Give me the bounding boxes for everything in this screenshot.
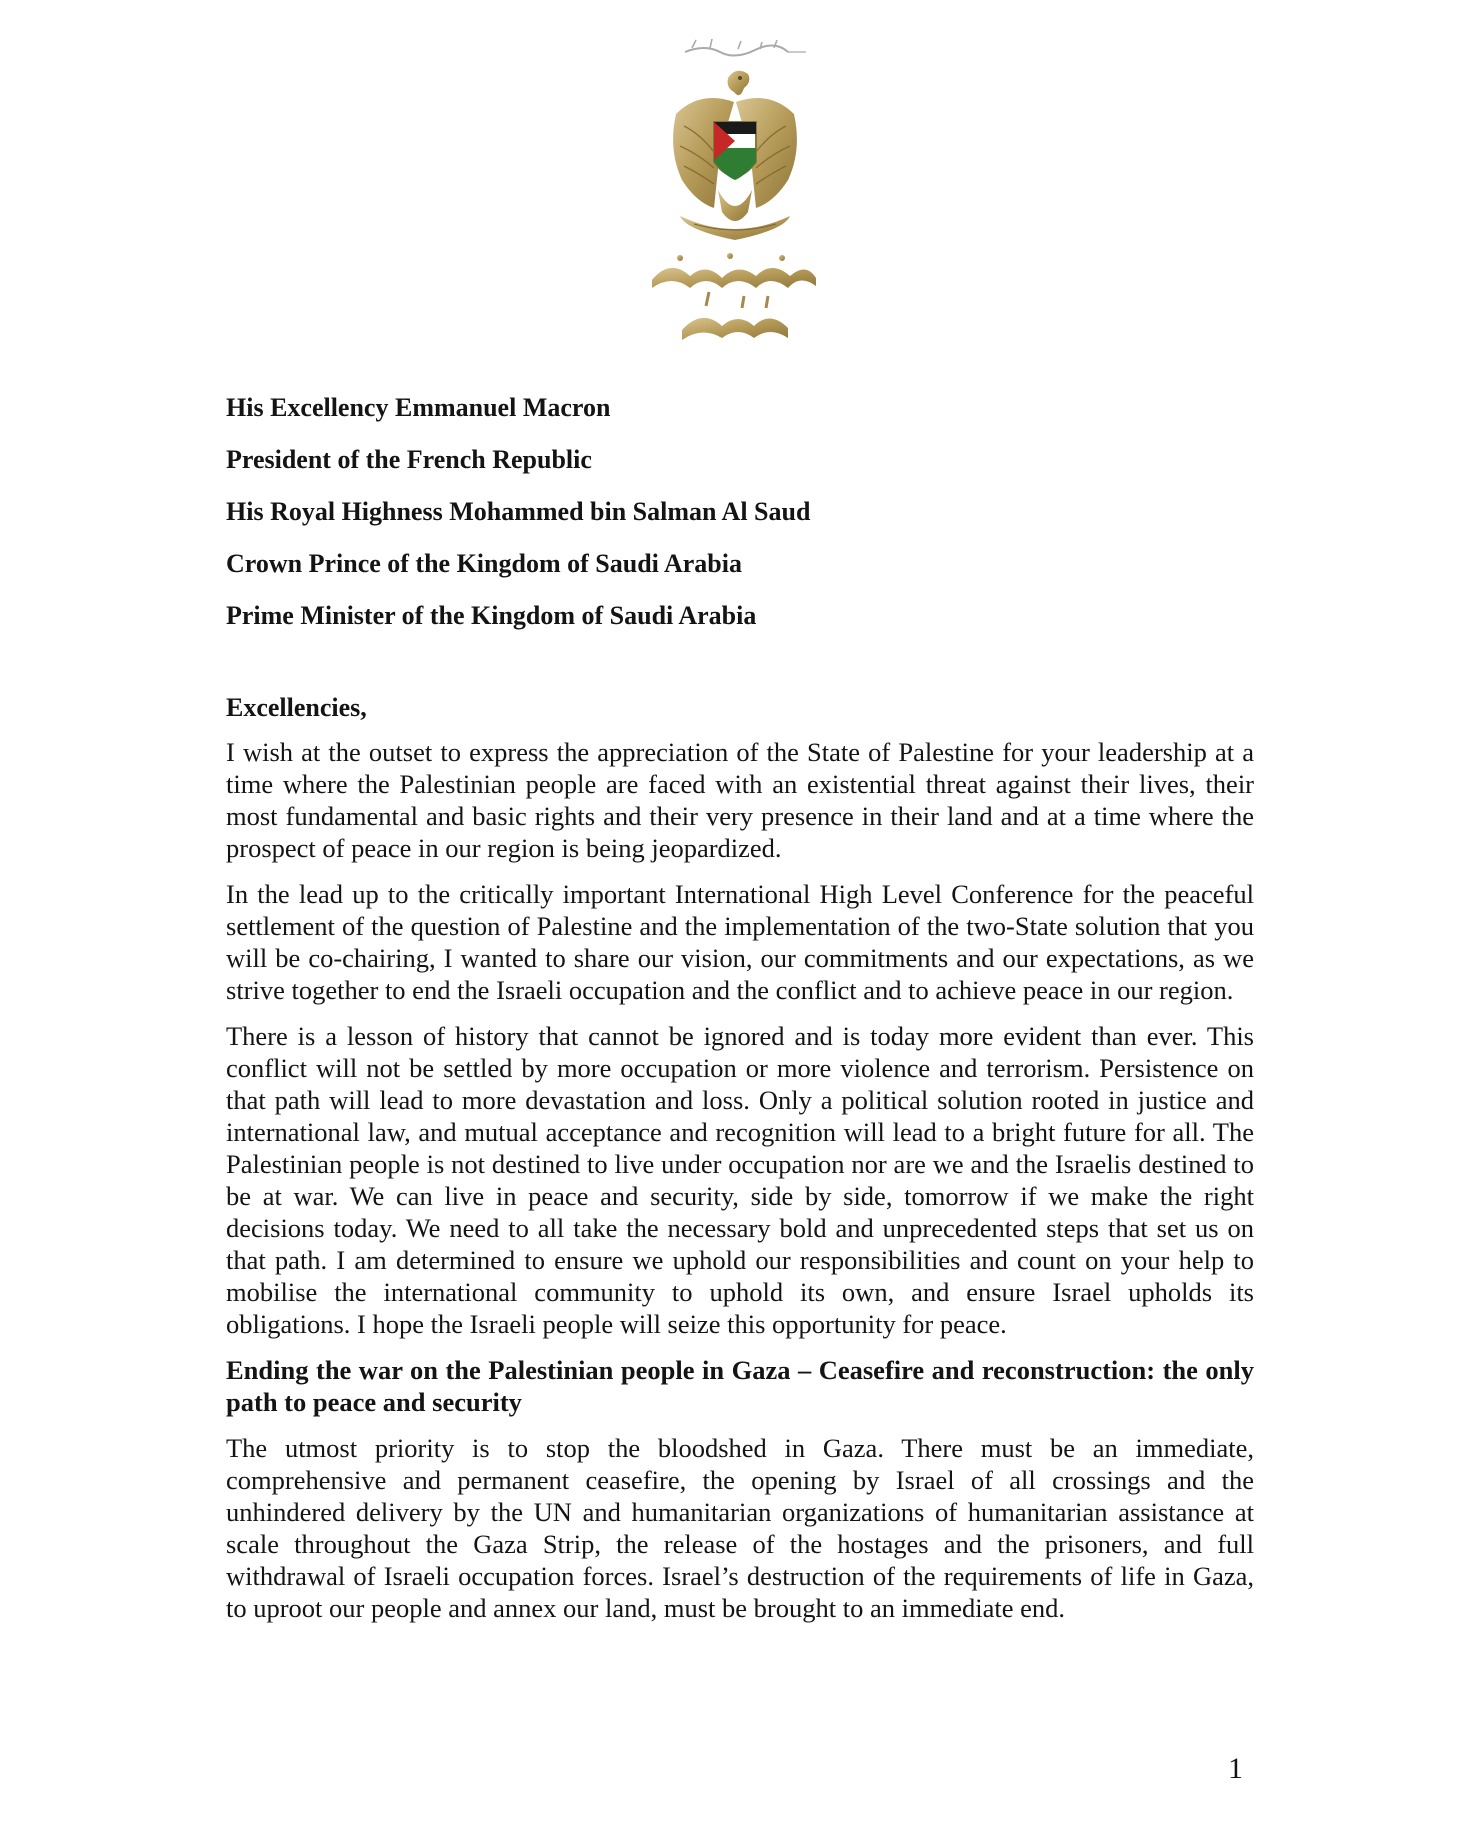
addressee-line-2: President of the French Republic	[226, 445, 592, 474]
addressee-line-4: Crown Prince of the Kingdom of Saudi Arabia	[226, 549, 742, 578]
addressee-line-3: His Royal Highness Mohammed bin Salman Al Saud	[226, 497, 811, 526]
addressee-line-5: Prime Minister of the Kingdom of Saudi Arabia	[226, 601, 757, 630]
addressee-line-1: His Excellency Emmanuel Macron	[226, 393, 611, 422]
letterhead	[610, 30, 860, 370]
paragraph-1: I wish at the outset to express the appreciation of the State of Palestine for your leadership at a time where the Palestinian people are faced with an existential threat against their lives, their most fundamental and basic rights and their very presence in their land and at a time where the prospect of peace in our region is being jeopardized.	[226, 737, 1254, 863]
paragraph-2: In the lead up to the critically important International High Level Conference for the peaceful settlement of the question of Palestine and the implementation of the two-State solution that you will be co-chairing, I wanted to share our vision, our commitments and our expectations, as we strive together to end the Israeli occupation and the conflict and to achieve peace in our region.	[226, 879, 1254, 1005]
section-paragraph: The utmost priority is to stop the bloodshed in Gaza. There must be an immediate, comprehensive and permanent ceasefire, the opening by Israel of all crossings and the unhindered delivery by the UN and humanitarian organizations of humanitarian assistance at scale throughout the Gaza Strip, the release of the hostages and the prisoners, and full withdrawal of Israeli occupation forces. Israel’s destruction of the requirements of life in Gaza, to uproot our people and annex our land, must be brought to an immediate end.	[226, 1433, 1254, 1623]
palestinian-eagle-emblem-icon	[610, 30, 860, 370]
section-heading: Ending the war on the Palestinian people in Gaza – Ceasefire and reconstruction: the only path to peace and security	[226, 1355, 1254, 1417]
arabic-president-calligraphy	[682, 292, 788, 340]
salutation: Excellencies,	[226, 693, 367, 722]
arabic-state-calligraphy	[652, 253, 816, 288]
paragraph-3: There is a lesson of history that cannot be ignored and is today more evident than ever. This conflict will not be settled by more occupation or more violence and terrorism. Persistence on that path will lead to more devastation and loss. Only a political solution rooted in justice and international law, and mutual acceptance and recognition will lead to a bright future for all. The Palestinian people is not destined to live under occupation nor are we and the Israelis destined to be at war. We can live in peace and security, side by side, tomorrow if we make the right decisions today. We need to all take the necessary bold and unprecedented steps that set us on that path. I am determined to ensure we uphold our responsibilities and count on your help to mobilise the international community to uphold its own, and ensure Israel upholds its obligations. I hope the Israeli people will seize this opportunity for peace.	[226, 1021, 1254, 1339]
page-number: 1	[1228, 1752, 1243, 1785]
basmala-calligraphy	[685, 39, 806, 56]
letter-body	[226, 382, 1254, 1638]
